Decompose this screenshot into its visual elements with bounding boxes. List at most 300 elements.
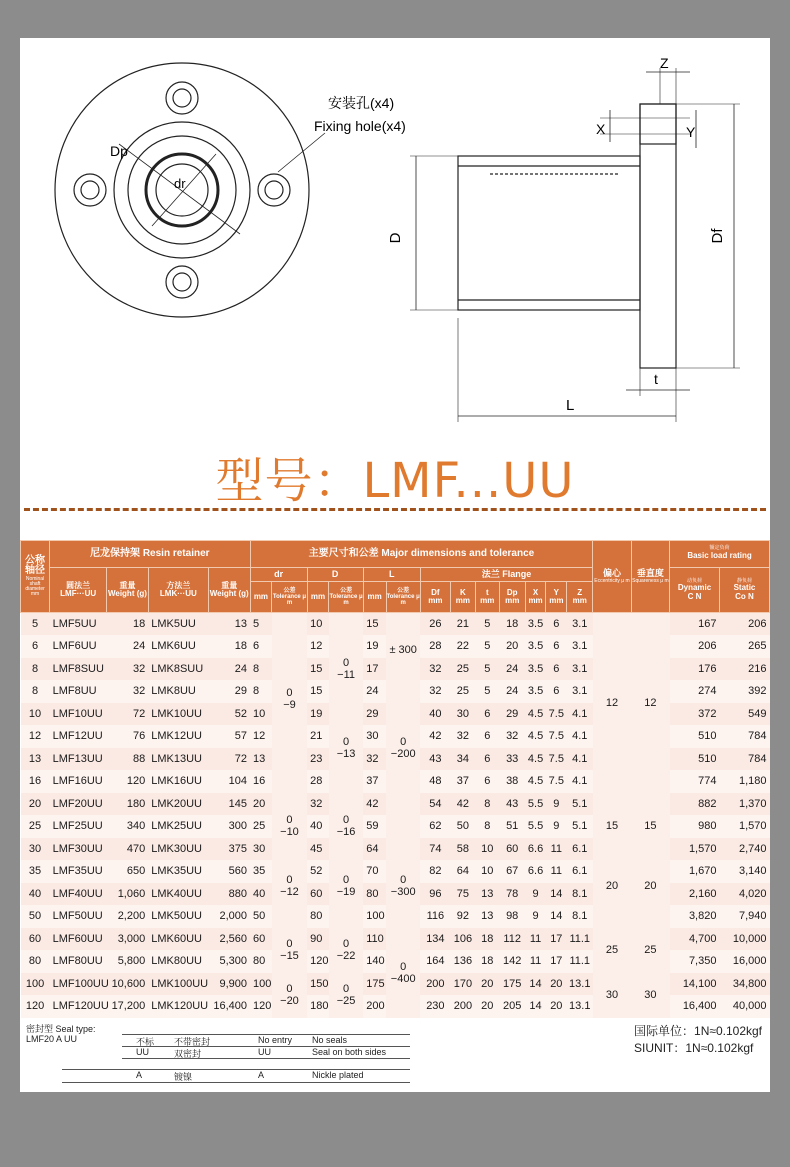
merged-cell: [329, 613, 363, 636]
table-cell: 6: [546, 658, 567, 681]
table-cell: 24: [499, 680, 525, 703]
table-cell: 167: [670, 613, 720, 636]
table-cell: 28: [420, 635, 450, 658]
table-cell: LMF25UU: [50, 815, 107, 838]
table-cell: 4.1: [567, 748, 593, 771]
table-cell: 6: [475, 725, 499, 748]
table-cell: 10: [475, 860, 499, 883]
table-cell: 2,160: [670, 883, 720, 906]
cell-text: 0: [400, 960, 407, 973]
cell-text: −16: [336, 826, 356, 839]
cell-text: −10: [280, 826, 299, 839]
table-cell: 6: [546, 635, 567, 658]
table-cell: 6.6: [525, 838, 546, 861]
table-cell: 52: [208, 703, 250, 726]
table-cell: 18: [208, 635, 250, 658]
table-cell: 78: [499, 883, 525, 906]
cell-text: Dynamic: [677, 583, 712, 593]
t-label: t: [654, 371, 658, 387]
cell-text: 20: [605, 879, 619, 892]
table-cell: 2,560: [208, 928, 250, 951]
cell-text: 0: [343, 873, 350, 886]
table-cell: 372: [670, 703, 720, 726]
table-cell: 32: [107, 680, 149, 703]
table-cell: 9: [546, 815, 567, 838]
table-cell: 3.5: [525, 680, 546, 703]
cell-text: 公差: [397, 587, 410, 594]
fixing-hole: [258, 174, 290, 206]
table-cell: 150: [307, 973, 329, 996]
table-cell: 13: [475, 883, 499, 906]
unit-note-cn: 国际单位：1N≈0.102kgf: [634, 1024, 762, 1038]
table-cell: 13.1: [567, 995, 593, 1018]
table-cell: 40: [21, 883, 50, 906]
merged-cell: [272, 928, 307, 973]
cell-text: Z: [577, 587, 583, 597]
table-cell: LMK120UU: [148, 995, 208, 1018]
table-cell: 24: [208, 658, 250, 681]
table-cell: LMF120UU: [50, 995, 107, 1018]
cell-text: 公差: [283, 587, 296, 594]
table-cell: 120: [21, 995, 50, 1018]
merged-cell: [593, 973, 631, 1018]
col-dr: dr: [250, 568, 307, 582]
table-cell: 136: [450, 950, 475, 973]
cell-text: Tolerance μ m: [272, 593, 307, 607]
table-cell: 14: [525, 995, 546, 1018]
table-cell: 6: [546, 680, 567, 703]
table-cell: 16: [21, 770, 50, 793]
col-resin: 尼龙保持架 Resin retainer: [50, 541, 250, 568]
cell-text: −300: [390, 885, 416, 898]
cell-text: A: [136, 1070, 143, 1080]
cell-text: Basic load rating: [687, 551, 752, 561]
d-label: D: [387, 232, 404, 244]
table-cell: 5: [475, 680, 499, 703]
table-cell: 3.1: [567, 613, 593, 636]
fixing-hole: [166, 266, 198, 298]
table-cell: 62: [420, 815, 450, 838]
model-title: 型号：LMF...UU: [215, 453, 575, 509]
merged-cell: [593, 613, 631, 793]
table-cell: 4,700: [670, 928, 720, 951]
table-cell: 80: [307, 905, 329, 928]
table-cell: LMK6UU: [148, 635, 208, 658]
technical-drawings: [20, 38, 770, 458]
cell-text: −25: [336, 995, 356, 1007]
merged-cell: [329, 793, 363, 861]
table-cell: 37: [363, 770, 386, 793]
merged-cell: [329, 973, 363, 1018]
table-cell: 14: [546, 883, 567, 906]
spec-table: [20, 540, 770, 1018]
table-cell: LMF30UU: [50, 838, 107, 861]
table-cell: 784: [719, 725, 769, 748]
cell-text: 0: [286, 873, 293, 886]
table-cell: 980: [670, 815, 720, 838]
table-cell: 72: [208, 748, 250, 771]
table-cell: LMK8SUU: [148, 658, 208, 681]
table-cell: 1,570: [719, 815, 769, 838]
merged-cell: [329, 860, 363, 928]
table-row: [21, 613, 770, 636]
cell-text: 重量: [119, 580, 136, 590]
cell-text: C N: [687, 591, 702, 601]
table-cell: 340: [107, 815, 149, 838]
header-cell: [525, 582, 546, 613]
legend-rule: [122, 1058, 410, 1059]
table-cell: 22: [450, 635, 475, 658]
table-cell: 19: [363, 635, 386, 658]
dp-label: Dp: [110, 143, 128, 159]
table-cell: 4.5: [525, 770, 546, 793]
table-cell: 13: [208, 613, 250, 636]
merged-cell: [329, 928, 363, 973]
cell-text: Co N: [735, 591, 754, 601]
seal-title: 密封型 Seal type:: [26, 1024, 96, 1034]
cell-text: Tolerance μ m: [329, 593, 363, 607]
cell-text: A: [258, 1070, 265, 1080]
table-cell: 98: [499, 905, 525, 928]
table-cell: 10: [21, 703, 50, 726]
table-cell: 100: [363, 905, 386, 928]
table-cell: 5.5: [525, 793, 546, 816]
table-cell: 80: [363, 883, 386, 906]
table-cell: LMK16UU: [148, 770, 208, 793]
cell-text: 0: [343, 735, 350, 748]
table-cell: 10,600: [107, 973, 149, 996]
table-cell: 392: [719, 680, 769, 703]
table-cell: 11: [525, 950, 546, 973]
table-cell: 18: [475, 950, 499, 973]
table-cell: 21: [307, 725, 329, 748]
merged-cell: [329, 703, 363, 793]
table-cell: 176: [670, 658, 720, 681]
cell-text: No seals: [312, 1035, 348, 1045]
table-cell: 12: [21, 725, 50, 748]
table-cell: 51: [499, 815, 525, 838]
table-cell: 120: [307, 950, 329, 973]
header-cell: [499, 582, 525, 613]
table-cell: 5: [475, 613, 499, 636]
table-cell: 48: [420, 770, 450, 793]
table-cell: 3,820: [670, 905, 720, 928]
table-cell: 200: [450, 995, 475, 1018]
table-cell: 5: [250, 613, 272, 636]
table-cell: 134: [420, 928, 450, 951]
cell-text: −400: [390, 972, 416, 985]
table-cell: 21: [450, 613, 475, 636]
col-static: [719, 568, 769, 613]
table-cell: 20: [475, 973, 499, 996]
table-cell: 104: [208, 770, 250, 793]
header-cell: [475, 582, 499, 613]
cell-text: 垂直度: [636, 568, 664, 579]
table-cell: 29: [499, 703, 525, 726]
table-cell: 20: [250, 793, 272, 816]
header-cell: [450, 582, 475, 613]
table-cell: 5: [475, 635, 499, 658]
table-cell: 7.5: [546, 770, 567, 793]
table-cell: 75: [450, 883, 475, 906]
table-cell: 6: [250, 635, 272, 658]
table-cell: 13: [475, 905, 499, 928]
table-cell: LMF13UU: [50, 748, 107, 771]
table-cell: 29: [208, 680, 250, 703]
unit-note-en: SIUNIT：1N≈0.102kgf: [634, 1041, 754, 1055]
cell-text: 公差: [340, 587, 353, 594]
table-cell: LMF16UU: [50, 770, 107, 793]
table-cell: 13: [21, 748, 50, 771]
seal-code: LMF20 A UU: [26, 1034, 78, 1044]
table-cell: 12: [307, 635, 329, 658]
table-cell: 38: [499, 770, 525, 793]
table-cell: 5.1: [567, 815, 593, 838]
merged-cell: [386, 860, 420, 928]
table-cell: 9: [525, 883, 546, 906]
table-cell: 60: [250, 928, 272, 951]
merged-cell: [272, 725, 307, 793]
table-cell: 549: [719, 703, 769, 726]
table-cell: 32: [499, 725, 525, 748]
table-cell: 3.1: [567, 680, 593, 703]
table-cell: 80: [250, 950, 272, 973]
table-cell: 175: [499, 973, 525, 996]
merged-cell: [631, 973, 669, 1018]
table-cell: 9,900: [208, 973, 250, 996]
cell-text: Tolerance μ m: [386, 593, 420, 607]
table-cell: 3,000: [107, 928, 149, 951]
table-cell: 5,300: [208, 950, 250, 973]
table-cell: 510: [670, 725, 720, 748]
col-major: 主要尺寸和公差 Major dimensions and tolerance: [250, 541, 593, 568]
table-cell: 14: [525, 973, 546, 996]
table-cell: 25: [450, 680, 475, 703]
header-cell: [329, 582, 363, 613]
legend-rule: [62, 1082, 410, 1083]
table-cell: 882: [670, 793, 720, 816]
col-dynamic: [670, 568, 720, 613]
table-cell: 50: [450, 815, 475, 838]
header-cell: mm: [307, 582, 329, 613]
table-cell: 76: [107, 725, 149, 748]
table-cell: 8: [250, 658, 272, 681]
table-cell: 30: [21, 838, 50, 861]
col-round: [50, 568, 107, 613]
cell-text: 动负荷: [687, 577, 703, 584]
table-cell: 230: [420, 995, 450, 1018]
table-cell: 4.1: [567, 725, 593, 748]
cell-text: Seal on both sides: [312, 1047, 387, 1057]
cell-text: mm: [480, 596, 495, 605]
table-cell: 23: [307, 748, 329, 771]
cell-text: LMF···UU: [60, 589, 97, 598]
table-cell: LMF5UU: [50, 613, 107, 636]
table-cell: 3,140: [719, 860, 769, 883]
cell-text: −22: [336, 950, 356, 962]
table-cell: 32: [420, 658, 450, 681]
merged-cell: [386, 613, 420, 703]
header-cell: mm: [250, 582, 272, 613]
table-cell: 16,400: [208, 995, 250, 1018]
cell-text: K: [459, 587, 466, 597]
table-cell: 120: [250, 995, 272, 1018]
table-cell: 510: [670, 748, 720, 771]
cell-text: 重量: [221, 580, 238, 590]
table-cell: 6.6: [525, 860, 546, 883]
table-cell: 140: [363, 950, 386, 973]
merged-cell: [593, 928, 631, 973]
table-cell: 6: [475, 770, 499, 793]
cell-text: mm: [528, 596, 543, 605]
df-label: Df: [709, 228, 726, 244]
table-cell: 5,800: [107, 950, 149, 973]
merged-cell: [272, 860, 307, 928]
cell-text: 静负荷: [736, 577, 752, 584]
merged-cell: [272, 635, 307, 658]
table-cell: 180: [307, 995, 329, 1018]
dr-label: dr: [174, 176, 186, 191]
table-cell: 72: [107, 703, 149, 726]
cell-text: LMK···UU: [159, 589, 197, 598]
table-cell: 20: [546, 973, 567, 996]
table-cell: 70: [363, 860, 386, 883]
table-cell: 274: [670, 680, 720, 703]
table-cell: 8: [21, 680, 50, 703]
table-row: [21, 860, 770, 883]
table-cell: LMF8UU: [50, 680, 107, 703]
col-shaft: [21, 541, 50, 613]
merged-cell: [386, 793, 420, 861]
table-cell: LMF35UU: [50, 860, 107, 883]
table-cell: 375: [208, 838, 250, 861]
table-cell: 25: [21, 815, 50, 838]
table-cell: 216: [719, 658, 769, 681]
table-cell: 6: [546, 613, 567, 636]
table-cell: 42: [450, 793, 475, 816]
header-cell: mm: [363, 582, 386, 613]
table-cell: LMF80UU: [50, 950, 107, 973]
table-cell: 180: [107, 793, 149, 816]
cell-text: 20: [644, 879, 657, 892]
table-cell: 110: [363, 928, 386, 951]
table-cell: 37: [450, 770, 475, 793]
table-cell: 265: [719, 635, 769, 658]
table-cell: 34,800: [719, 973, 769, 996]
table-cell: 784: [719, 748, 769, 771]
table-cell: 57: [208, 725, 250, 748]
table-cell: 25: [250, 815, 272, 838]
cell-text: No entry: [258, 1035, 293, 1045]
table-cell: 206: [670, 635, 720, 658]
cell-text: −19: [336, 885, 356, 898]
table-cell: 40,000: [719, 995, 769, 1018]
table-cell: 92: [450, 905, 475, 928]
cell-text: UU: [258, 1047, 271, 1057]
cell-text: Static: [733, 583, 756, 593]
cell-text: 0: [286, 938, 293, 950]
table-cell: LMK100UU: [148, 973, 208, 996]
fixing-hole-en: Fixing hole(x4): [314, 118, 406, 134]
merged-cell: [272, 973, 307, 1018]
table-cell: 12: [250, 725, 272, 748]
cell-text: −11: [337, 668, 355, 681]
table-row: [21, 793, 770, 816]
fixing-hole: [74, 174, 106, 206]
table-cell: 17: [363, 658, 386, 681]
table-cell: 11.1: [567, 950, 593, 973]
col-square: [148, 568, 208, 613]
table-cell: LMK40UU: [148, 883, 208, 906]
table-cell: 26: [420, 613, 450, 636]
header-cell: [567, 582, 593, 613]
table-cell: 34: [450, 748, 475, 771]
cell-text: −12: [280, 885, 299, 898]
table-cell: 4.5: [525, 703, 546, 726]
table-cell: 30: [250, 838, 272, 861]
merged-cell: [386, 928, 420, 1018]
table-cell: 470: [107, 838, 149, 861]
table-cell: 16,400: [670, 995, 720, 1018]
table-cell: 8: [250, 680, 272, 703]
table-cell: 200: [363, 995, 386, 1018]
table-cell: 4.5: [525, 748, 546, 771]
cell-text: −15: [280, 950, 299, 962]
cell-text: 0: [400, 735, 407, 748]
table-cell: 3.5: [525, 658, 546, 681]
cell-text: Nickle plated: [312, 1070, 364, 1080]
table-cell: LMK8UU: [148, 680, 208, 703]
table-cell: 15: [363, 613, 386, 636]
cell-text: 额定负荷: [709, 545, 730, 552]
cell-text: 25: [605, 944, 619, 956]
table-cell: 5.1: [567, 793, 593, 816]
table-cell: 25: [450, 658, 475, 681]
table-cell: LMF100UU: [50, 973, 107, 996]
cell-text: 偏心: [602, 568, 621, 579]
table-cell: 8.1: [567, 905, 593, 928]
table-cell: 6: [475, 748, 499, 771]
cell-text: −200: [390, 747, 416, 760]
merged-cell: [631, 613, 669, 793]
table-cell: 8: [21, 658, 50, 681]
table-cell: 6: [475, 703, 499, 726]
cell-text: Eccentricity μ m: [594, 577, 630, 584]
cell-text: 15: [644, 820, 657, 833]
cell-text: 0: [343, 983, 350, 995]
table-cell: 32: [107, 658, 149, 681]
table-cell: 5: [21, 613, 50, 636]
table-cell: 60: [307, 883, 329, 906]
table-cell: 206: [719, 613, 769, 636]
cell-text: mm: [572, 596, 587, 605]
table-cell: 10,000: [719, 928, 769, 951]
table-cell: 7.5: [546, 748, 567, 771]
table-cell: 14,100: [670, 973, 720, 996]
table-row: [21, 928, 770, 951]
table-cell: 35: [250, 860, 272, 883]
table-cell: LMK80UU: [148, 950, 208, 973]
col-D: D: [307, 568, 363, 582]
table-cell: LMK20UU: [148, 793, 208, 816]
table-cell: 15: [307, 680, 329, 703]
merged-cell: [272, 793, 307, 861]
table-cell: LMK12UU: [148, 725, 208, 748]
table-cell: 20: [21, 793, 50, 816]
table-cell: LMK25UU: [148, 815, 208, 838]
fixing-hole: [166, 82, 198, 114]
cell-text: 镀镍: [174, 1072, 193, 1082]
